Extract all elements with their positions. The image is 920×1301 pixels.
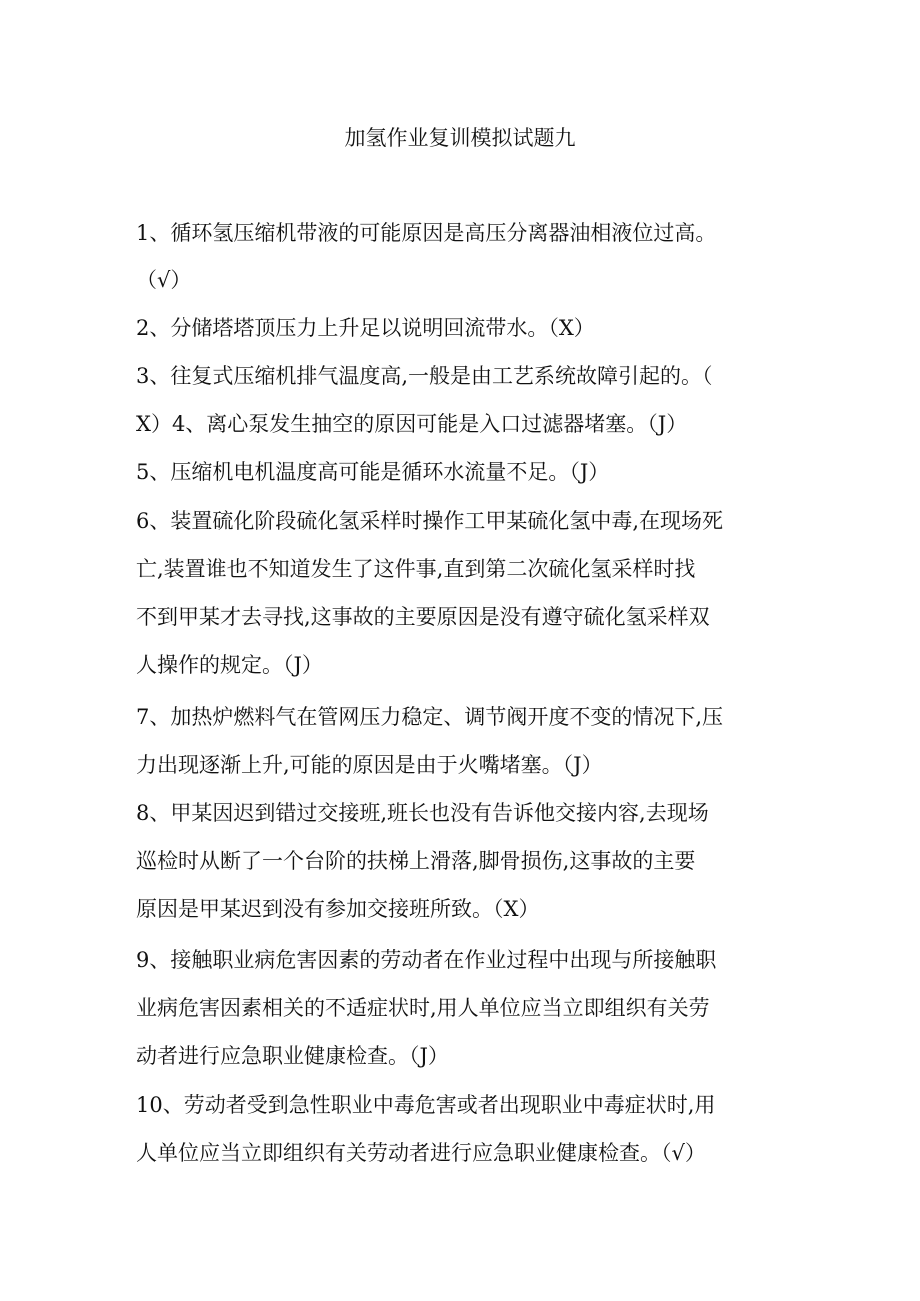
- question-6-line-4: 人操作的规定。（J）: [136, 653, 323, 677]
- question-7-line-2: 力出现逐渐上升,可能的原因是由于火嘴堵塞。（J）: [136, 753, 603, 777]
- question-9-line-1: 9、接触职业病危害因素的劳动者在作业过程中出现与所接触职: [136, 948, 717, 972]
- question-8-line-2: 巡检时从断了一个台阶的扶梯上滑落,脚骨损伤,这事故的主要: [136, 849, 696, 873]
- question-9-line-2: 业病危害因素相关的不适症状时,用人单位应当立即组织有关劳: [136, 996, 710, 1020]
- question-7-line-1: 7、加热炉燃料气在管网压力稳定、调节阀开度不变的情况下,压: [136, 705, 724, 729]
- question-8-line-3: 原因是甲某迟到没有参加交接班所致。（X）: [136, 897, 540, 921]
- question-3-line: 3、往复式压缩机排气温度高,一般是由工艺系统故障引起的。（: [136, 364, 713, 388]
- question-1-line-1: 1、循环氢压缩机带液的可能原因是高压分离器油相液位过高。: [136, 221, 717, 245]
- question-2-line: 2、分储塔塔顶压力上升足以说明回流带水。（X）: [136, 316, 595, 340]
- question-6-line-1: 6、装置硫化阶段硫化氢采样时操作工甲某硫化氢中毒,在现场死: [136, 509, 724, 533]
- question-6-line-2: 亡,装置谁也不知道发生了这件事,直到第二次硫化氢采样时找: [136, 557, 696, 581]
- question-6-line-3: 不到甲某才去寻找,这事故的主要原因是没有遵守硫化氢采样双: [136, 605, 710, 629]
- question-9-line-3: 动者进行应急职业健康检查。（J）: [136, 1044, 449, 1068]
- question-10-line-2: 人单位应当立即组织有关劳动者进行应急职业健康检查。（√）: [136, 1141, 706, 1165]
- question-3-answer-question-4-line: X）4、离心泵发生抽空的原因可能是入口过滤器堵塞。（J）: [136, 412, 688, 436]
- question-5-line: 5、压缩机电机温度高可能是循环水流量不足。（J）: [136, 460, 610, 484]
- document-title: 加氢作业复训模拟试题九: [344, 126, 576, 150]
- question-10-line-1: 10、劳动者受到急性职业中毒危害或者出现职业中毒症状时,用: [136, 1093, 716, 1117]
- question-8-line-1: 8、甲某因迟到错过交接班,班长也没有告诉他交接内容,去现场: [136, 801, 709, 825]
- question-1-answer: （√）: [136, 268, 192, 292]
